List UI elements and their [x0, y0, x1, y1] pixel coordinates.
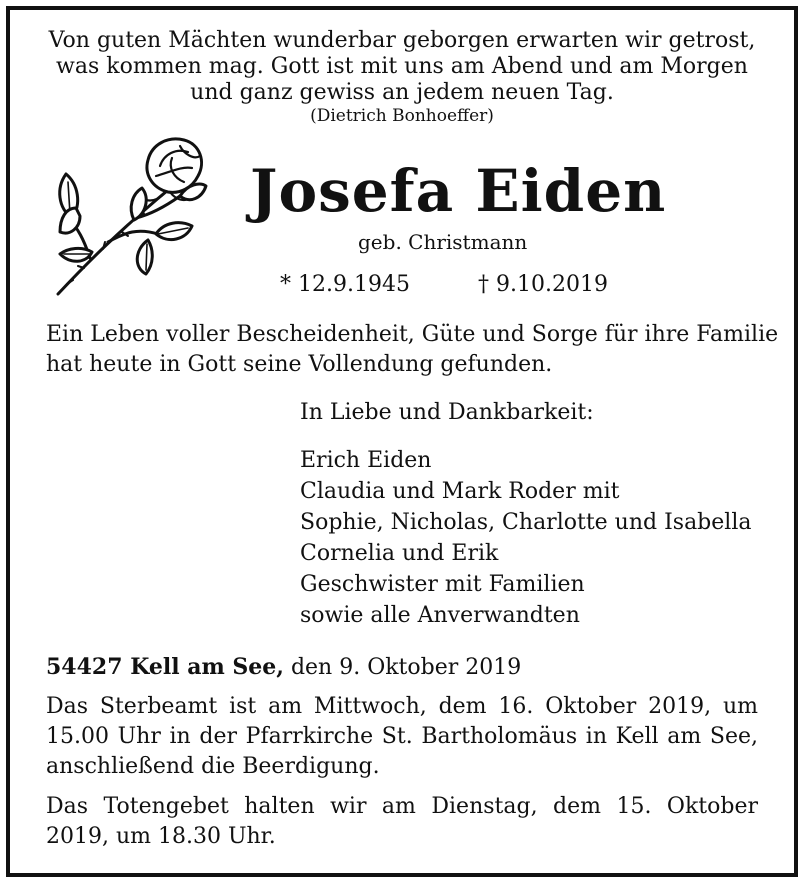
death-date: † 9.10.2019 — [478, 272, 608, 297]
list-item: Erich Eiden — [300, 448, 432, 473]
prayer-note: Das Totengebet halten wir am Dienstag, dem 15. Oktober 2019, um 18.30 Uhr. — [46, 794, 758, 849]
tribute-line: hat heute in Gott seine Vollendung gefunden. — [46, 352, 553, 377]
tribute-text — [46, 320, 778, 380]
rose-icon — [48, 122, 208, 300]
list-item: Geschwister mit Familien — [300, 572, 585, 597]
birth-name: geb. Christmann — [358, 230, 528, 254]
tribute-line: Ein Leben voller Bescheidenheit, Güte und Sorge für ihre Familie — [46, 322, 779, 347]
motto-source: (Dietrich Bonhoeffer) — [310, 106, 494, 126]
place-city: 54427 Kell am See, — [46, 654, 284, 680]
list-item: Claudia und Mark Roder mit — [300, 479, 620, 504]
list-item: Sophie, Nicholas, Charlotte und Isabella — [300, 510, 752, 535]
place-date-text: den 9. Oktober 2019 — [283, 655, 522, 680]
thanks-heading: In Liebe und Dankbarkeit: — [300, 400, 594, 425]
motto-line: was kommen mag. Gott ist mit uns am Abend und am Morgen — [56, 54, 748, 79]
motto-quote — [10, 28, 794, 126]
list-item: sowie alle Anverwandten — [300, 603, 580, 628]
list-item: Cornelia und Erik — [300, 541, 499, 566]
obituary-card — [6, 6, 798, 877]
birth-date: * 12.9.1945 — [280, 272, 410, 297]
service-note: Das Sterbeamt ist am Mittwoch, dem 16. Oktober 2019, um 15.00 Uhr in der Pfarrkirche St. Bartholomäus in Kell am See, anschließend die Beerdigung. — [46, 694, 758, 779]
mourners-list — [300, 445, 751, 631]
motto-line: Von guten Mächten wunderbar geborgen erwarten wir getrost, — [48, 28, 756, 53]
place-date — [46, 654, 521, 680]
deceased-name: Josefa Eiden — [250, 157, 667, 225]
motto-line: und ganz gewiss an jedem neuen Tag. — [190, 80, 614, 105]
